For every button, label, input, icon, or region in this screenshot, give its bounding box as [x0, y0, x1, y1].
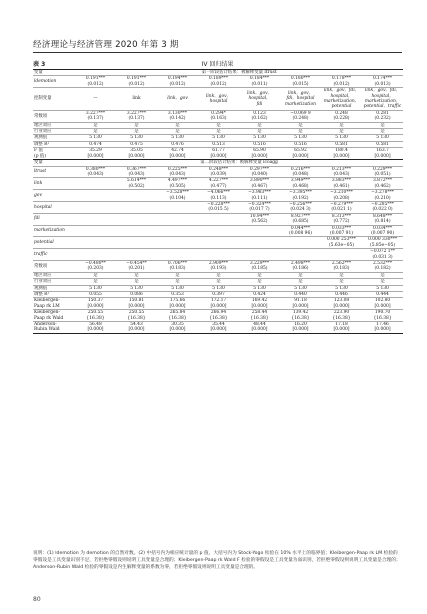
table-cell: 0.180*** (0.015)	[280, 76, 321, 88]
table-cell: 163.7 [0.000]	[362, 148, 403, 160]
table-cell: 150.81 [0.000]	[116, 298, 157, 310]
table-cell: 是	[362, 279, 403, 285]
table-cell: 是	[239, 129, 280, 135]
table-cell: 0.191*** (0.012)	[116, 76, 157, 88]
table-cell: 是	[157, 122, 198, 128]
table-cell: 是	[239, 272, 280, 278]
row-label: marketization	[33, 225, 75, 237]
table-cell: 0.446	[321, 292, 362, 298]
table-cell: 0.225*** (0.043)	[157, 166, 198, 178]
table-row	[33, 237, 403, 249]
table-cell	[280, 237, 321, 249]
table-cell	[157, 213, 198, 225]
table-cell	[116, 190, 157, 202]
table-cell: 8.927*** (0.685)	[280, 213, 321, 225]
table-cell: 3.949*** (0.468)	[280, 178, 321, 190]
table-cell: 175.66 [0.000]	[157, 298, 198, 310]
table-cell: link，gov	[157, 88, 198, 111]
table-row	[33, 190, 403, 202]
table-cell: 0.229*** (0.051)	[362, 166, 403, 178]
table-cell: 0.516	[239, 141, 280, 147]
table-cell: 3.872*** (0.462)	[362, 178, 403, 190]
table-cell: 48.44 [0.000]	[239, 322, 280, 334]
table-cell: 65.90 [0.000]	[239, 148, 280, 160]
table-cell: 172.17 [0.000]	[198, 298, 239, 310]
table-cell: 150.37 [0.000]	[75, 298, 116, 310]
table-cell: 4.227*** (0.477)	[198, 178, 239, 190]
table-cell: −3.278*** (0.210)	[362, 190, 403, 202]
table-cell: −0.285*** (0.022 0)	[362, 201, 403, 213]
table-cell	[198, 237, 239, 249]
table-cell: −0.072 1** (0.031 3)	[362, 249, 403, 261]
table-cell	[75, 201, 116, 213]
table-row	[33, 110, 403, 122]
table-caption	[33, 58, 402, 68]
table-cell: 0.034*** (0.007 90)	[362, 225, 403, 237]
table-cell: −0.228*** (0.015 5)	[198, 201, 239, 213]
table-cell: 8.313*** (0.772)	[321, 213, 362, 225]
row-label: 地区效应	[33, 122, 75, 128]
table-cell	[157, 225, 198, 237]
table-cell	[198, 249, 239, 261]
table-cell: 是	[239, 122, 280, 128]
table-cell	[239, 237, 280, 249]
table-cell: 0.044*** (0.008 96)	[280, 225, 321, 237]
table-cell: 5 130	[321, 285, 362, 291]
row-label: 行业效应	[33, 129, 75, 135]
table-row	[33, 178, 403, 190]
table-cell: 2.498*** (0.186)	[280, 261, 321, 273]
row-label: Kleibergen- Paap rk LM	[33, 298, 75, 310]
table-cell	[75, 225, 116, 237]
table-body	[33, 70, 403, 334]
band-label: 变量	[33, 70, 75, 76]
table-cell: 0.213*** (0.043)	[321, 166, 362, 178]
table-row	[33, 76, 403, 88]
table-cell: 35.05 [0.000]	[116, 148, 157, 160]
table-cell: 是	[321, 279, 362, 285]
row-label: 常数项	[33, 110, 75, 122]
table-cell: 0.248*** (0.039)	[198, 166, 239, 178]
table-cell: 0.123 (0.162)	[239, 110, 280, 122]
table-cell: 4.497*** (0.505)	[157, 178, 198, 190]
table-cell: 0.353	[157, 292, 198, 298]
table-cell: 2.562*** (0.183)	[321, 261, 362, 273]
table-cell: 2.909*** (0.193)	[198, 261, 239, 273]
table-cell	[157, 201, 198, 213]
table-row	[33, 261, 403, 273]
table-cell: 是	[280, 129, 321, 135]
table-cell	[116, 249, 157, 261]
table-cell: 17.46 [0.000]	[362, 322, 403, 334]
table-row	[33, 201, 403, 213]
table-cell: 是	[157, 279, 198, 285]
table-cell: −3.395*** (0.192)	[280, 190, 321, 202]
band-title: 第一阶段估计结果：被解释变量 ltrust	[75, 70, 403, 76]
table-number: 表 3	[33, 61, 46, 68]
table-cell: 是	[280, 272, 321, 278]
table-cell	[75, 178, 116, 190]
row-label: 常数项	[33, 261, 75, 273]
table-cell	[198, 225, 239, 237]
table-cell: 是	[75, 122, 116, 128]
table-cell: 3.883*** (0.461)	[321, 178, 362, 190]
table-row	[33, 88, 403, 111]
table-cell: 是	[116, 129, 157, 135]
table-cell: —	[75, 88, 116, 111]
table-cell: link，gov，fdi， hospital， marketization， potential	[321, 88, 362, 111]
table-cell: 91.18 [0.000]	[280, 298, 321, 310]
table-cell: 5.614*** (0.502)	[116, 178, 157, 190]
table-cell: 0.706*** (0.183)	[157, 261, 198, 273]
table-cell: −3.983*** (0.111)	[239, 190, 280, 202]
table-cell: 3.130*** (0.142)	[157, 110, 198, 122]
table-cell: 0.216*** (0.048)	[280, 166, 321, 178]
table-row	[33, 322, 403, 334]
table-cell: 是	[75, 272, 116, 278]
table-cell: 250.55 {16.38}	[75, 310, 116, 322]
table-cell: 265.84 {16.38}	[157, 310, 198, 322]
table-cell: 169.42 [0.000]	[239, 298, 280, 310]
table-cell: 是	[239, 279, 280, 285]
table-notes: 说明：(1) ldemotion 为 demotion 的自然对数。(2) 中括号内为相应统计量的 p 值，大括号内为 Stock-Yogo 检验在 10% 水平上的临界值；Kleibergen-Paap rk LM 检验的零假设是工具变量识别不足，若拒绝零假设则说明工具变量是合理的；Kleibergen-Paap rk Wald F 检验的零假设是工具变量为弱识别，若拒绝零假设则说明工具变量是合理的；Anderson-Rubin Wald 检验的零假设是内生解释变量的系数为零，若拒绝零假设则说明工具变量是合理的。	[33, 551, 401, 570]
table-row	[33, 213, 403, 225]
table-cell: 是	[280, 279, 321, 285]
row-label: gov	[33, 190, 75, 202]
table-cell: 16.20 [0.000]	[280, 322, 321, 334]
table-cell	[157, 249, 198, 261]
table-cell: 0.000 330*** (5.85e−05)	[362, 237, 403, 249]
table-cell: link，gov， hospital， fdi	[239, 88, 280, 111]
table-cell: 5 130	[239, 135, 280, 141]
row-label: traffic	[33, 249, 75, 261]
table-cell: 是	[362, 129, 403, 135]
table-cell: −0.324*** (0.017 7)	[239, 201, 280, 213]
table-cell: 是	[321, 129, 362, 135]
table-cell: −3.528*** (0.104)	[157, 190, 198, 202]
table-cell: 3.229*** (0.185)	[239, 261, 280, 273]
table-cell: 是	[198, 129, 239, 135]
table-cell: 3.890*** (0.467)	[239, 178, 280, 190]
table-cell: 是	[75, 279, 116, 285]
table-cell: 3.227*** (0.137)	[116, 110, 157, 122]
row-label: 调整 R²	[33, 141, 75, 147]
table-cell: −0.069 9 (0.248)	[280, 110, 321, 122]
table-cell: 8.648*** (0.814)	[362, 213, 403, 225]
table-cell: 0.174*** (0.013)	[362, 76, 403, 88]
band-title: 第二阶段估计结果：被解释变量 lcoagg	[75, 160, 403, 166]
table-cell: 35.29 [0.000]	[75, 148, 116, 160]
table-row	[33, 141, 403, 147]
table-cell: 5 130	[75, 135, 116, 141]
table-cell	[75, 190, 116, 202]
table-cell: 5 130	[157, 285, 198, 291]
table-cell: 5 130	[198, 285, 239, 291]
page-number: 80	[33, 596, 41, 603]
table-cell: 是	[75, 129, 116, 135]
table-row	[33, 285, 403, 291]
row-label: 观测值	[33, 135, 75, 141]
band-label: 变量	[33, 160, 75, 166]
table-cell: 0.476	[157, 141, 198, 147]
table-cell: 3.227*** (0.137)	[75, 110, 116, 122]
table-cell: −3.210*** (0.208)	[321, 190, 362, 202]
table-cell: 0.513	[198, 141, 239, 147]
table-cell: 0.380*** (0.043)	[75, 166, 116, 178]
table-cell: 139.42 {16.38}	[280, 310, 321, 322]
table-cell: 0.440	[280, 292, 321, 298]
table-row	[33, 148, 403, 160]
table-cell: 54.43 [0.000]	[116, 322, 157, 334]
table-row	[33, 249, 403, 261]
iv-regression-table	[33, 69, 403, 334]
row-label: ldemotion	[33, 76, 75, 88]
table-cell: 是	[116, 122, 157, 128]
table-cell: 是	[157, 129, 198, 135]
table-cell: 2.532*** (0.182)	[362, 261, 403, 273]
row-label: 地区效应	[33, 272, 75, 278]
table-cell	[239, 225, 280, 237]
table-cell: 5 130	[362, 285, 403, 291]
table-cell: link，gov， hospital	[198, 88, 239, 111]
row-label: 观测值	[33, 285, 75, 291]
table-cell: 0.475	[116, 141, 157, 147]
table-cell	[239, 249, 280, 261]
row-label: ltrust	[33, 166, 75, 178]
table-cell	[321, 249, 362, 261]
table-cell	[157, 237, 198, 249]
table-cell	[280, 249, 321, 261]
table-row	[33, 298, 403, 310]
table-cell: 0.248 (0.228)	[321, 110, 362, 122]
table-cell: 是	[362, 122, 403, 128]
table-cell: 65.92 [0.000]	[280, 148, 321, 160]
table-title: IV 回归结果	[201, 61, 234, 68]
table-cell	[75, 249, 116, 261]
table-cell: 266.94 {16.38}	[198, 310, 239, 322]
table-cell: 是	[157, 272, 198, 278]
table-cell: −0.480** (0.203)	[75, 261, 116, 273]
table-cell: 0.294* (0.163)	[198, 110, 239, 122]
table-cell: 223.90 {16.38}	[321, 310, 362, 322]
row-label: 行业效应	[33, 279, 75, 285]
row-label: 控制变量	[33, 88, 75, 111]
table-cell: 是	[116, 272, 157, 278]
row-label: 调整 R²	[33, 292, 75, 298]
table-cell: −4.066*** (0.113)	[198, 190, 239, 202]
table-cell: 17.18 [0.000]	[321, 322, 362, 334]
table-cell: 0.189*** (0.012)	[198, 76, 239, 88]
table-row	[33, 225, 403, 237]
table-row	[33, 292, 403, 298]
table-cell: 0.000 253*** (5.63e−05)	[321, 237, 362, 249]
row-label: Anderson- Rubin Wald	[33, 322, 75, 334]
row-label: Kleibergen- Paap rk Wald	[33, 310, 75, 322]
table-cell: 0.178*** (0.012)	[321, 76, 362, 88]
row-label: link	[33, 178, 75, 190]
table-cell: 0.444	[362, 292, 403, 298]
table-cell: 5 130	[157, 135, 198, 141]
table-cell: 35.44 [0.000]	[198, 322, 239, 334]
table-cell: 180.4 [0.000]	[321, 148, 362, 160]
table-cell: 是	[321, 122, 362, 128]
table-cell: 是	[362, 272, 403, 278]
table-cell: 是	[198, 279, 239, 285]
table-cell: −0.256*** (0.024 3)	[280, 201, 321, 213]
table-cell: 0.297*** (0.040)	[239, 166, 280, 178]
table-cell: −0.454** (0.201)	[116, 261, 157, 273]
table-cell: 0.581	[321, 141, 362, 147]
table-cell: 0.424	[239, 292, 280, 298]
table-cell: 5 130	[239, 285, 280, 291]
table-cell	[116, 237, 157, 249]
table-cell: 是	[280, 122, 321, 128]
table-cell	[116, 201, 157, 213]
table-row	[33, 166, 403, 178]
row-label: hospital	[33, 201, 75, 213]
table-cell: 0.474	[75, 141, 116, 147]
table-cell: 是	[198, 272, 239, 278]
table-row	[33, 135, 403, 141]
table-cell: 0.397	[198, 292, 239, 298]
table-cell: 5 130	[280, 285, 321, 291]
table-cell: 5 130	[198, 135, 239, 141]
table-cell: 0.191*** (0.012)	[75, 76, 116, 88]
table-cell	[116, 213, 157, 225]
table-cell: 258.44 {16.38}	[239, 310, 280, 322]
table-cell: 0.194*** (0.012)	[157, 76, 198, 88]
table-cell: 0.281 (0.232)	[362, 110, 403, 122]
table-cell	[75, 213, 116, 225]
table-cell: 0.086	[116, 292, 157, 298]
table-cell: 56.48 [0.000]	[75, 322, 116, 334]
table-cell: 是	[198, 122, 239, 128]
header-rule	[33, 52, 402, 53]
table-cell: 10.94*** (0.562)	[239, 213, 280, 225]
table-cell: 5 130	[75, 285, 116, 291]
table-cell	[198, 213, 239, 225]
row-label: fdi	[33, 213, 75, 225]
table-cell: 0.033*** (0.007 91)	[321, 225, 362, 237]
table-row	[33, 310, 403, 322]
table-cell: link，gov， fdi，hospital marketization	[280, 88, 321, 111]
table-cell	[75, 237, 116, 249]
table-cell: 5 130	[321, 135, 362, 141]
table-cell: 102.80 [0.000]	[362, 298, 403, 310]
table-cell: 123.08 [0.000]	[321, 298, 362, 310]
journal-header: 经济理论与经济管理 2020 年第 3 期	[33, 40, 179, 50]
table-cell: 0.516	[280, 141, 321, 147]
table-cell: link，gov，fdi， hospital， marketization， potential，traffic	[363, 88, 402, 110]
row-label: potential	[33, 237, 75, 249]
table-cell: 61.77 [0.000]	[198, 148, 239, 160]
table-cell: 42.74 [0.000]	[157, 148, 198, 160]
table-cell: 5 130	[116, 135, 157, 141]
table-cell: −0.279*** (0.021 1)	[321, 201, 362, 213]
table-cell: link	[116, 88, 157, 111]
table-cell: 是	[321, 272, 362, 278]
table-cell: 0.184*** (0.011)	[239, 76, 280, 88]
table-cell: 250.55 {16.38}	[116, 310, 157, 322]
table-cell: 5 130	[362, 135, 403, 141]
table-cell: 0.055	[75, 292, 116, 298]
table-cell: 是	[116, 279, 157, 285]
table-cell: 5 130	[280, 135, 321, 141]
table-cell: 30.35 [0.000]	[157, 322, 198, 334]
row-label: F 值 (p 值)	[33, 148, 75, 160]
table-cell: 190.70 {16.38}	[362, 310, 403, 322]
table-cell: 0.581	[362, 141, 403, 147]
table-cell: 5 130	[116, 285, 157, 291]
table-cell: 0.367*** (0.043)	[116, 166, 157, 178]
table-cell	[116, 225, 157, 237]
